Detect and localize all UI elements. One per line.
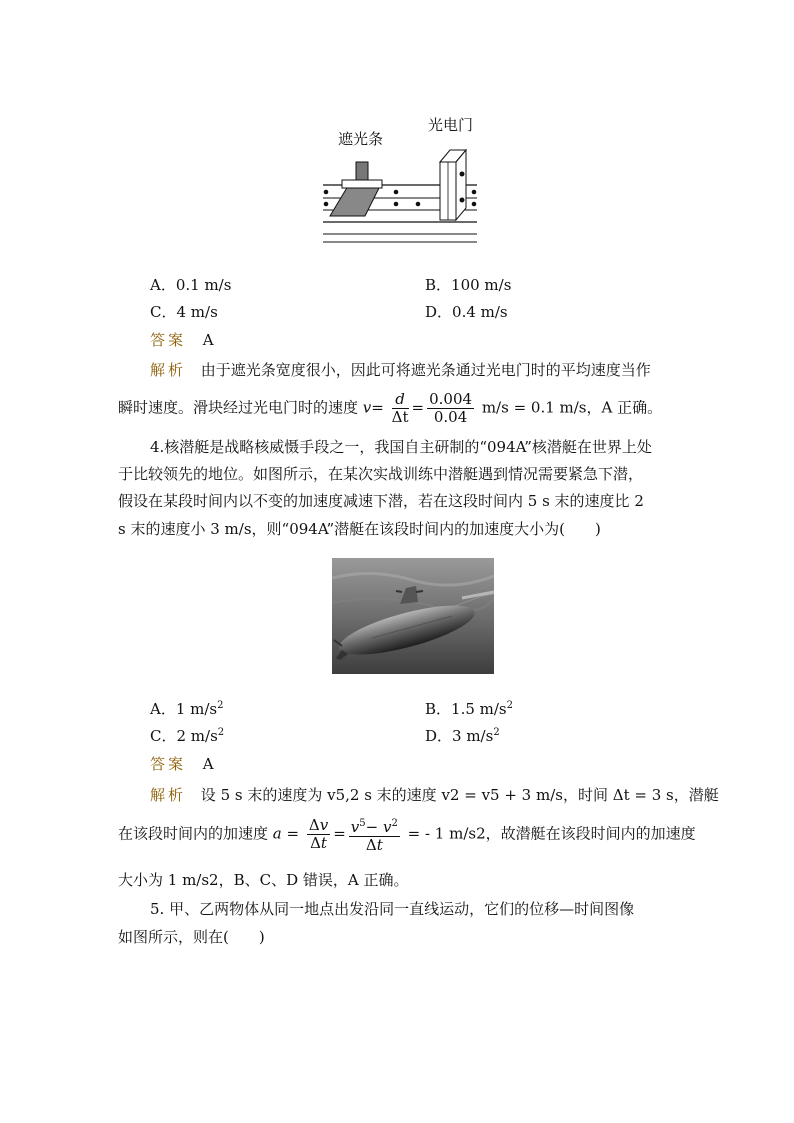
q4-stem-line3: 假设在某段时间内以不变的加速度减速下潜，若在这段时间内 5 s 末的速度比 2 (118, 492, 644, 510)
q3-option-c: C．4 m/s (150, 303, 218, 321)
gate-label: 光电门 (428, 116, 474, 134)
q4-analysis-line2: 在该段时间内的加速度 a = $\frac{\Delta v}{\Delta t}$ = $\frac{v^5- v^2}{\Delta t}$ = - 1 m/s2，故潜艇在该段时间内的加速度 (118, 816, 696, 854)
q3-option-a: A．0.1 m/s (150, 276, 232, 294)
fraction-dv-dt: $\frac{\Delta v}{\Delta t}$ (308, 816, 329, 852)
q3-analysis-line1: 解析 由于遮光条宽度很小，因此可将遮光条通过光电门时的平均速度当作 (150, 361, 651, 379)
q4-stem-line1: 4.核潜艇是战略核威慑手段之一，我国自主研制的“094A”核潜艇在世界上处 (150, 438, 652, 456)
q4-answer: 答案 A (150, 755, 214, 773)
strip-label: 遮光条 (338, 130, 384, 148)
q5-stem-line2: 如图所示，则在( ) (118, 928, 265, 946)
q4-option-d: D．3 $m/s^2$ (425, 727, 500, 745)
submarine-illustration (332, 558, 494, 674)
q4-stem-line4: s 末的速度小 3 m/s，则“094A”潜艇在该段时间内的加速度大小为( ) (118, 520, 601, 538)
q4-option-a: A．1 $m/s^2$ (150, 700, 224, 718)
q3-option-d: D．0.4 m/s (425, 303, 508, 321)
answer-label: 答案 (150, 331, 187, 349)
q4-analysis-line1: 解析 设 5 s 末的速度为 v5,2 s 末的速度 v2 = v5 + 3 m/s，时间 Δt = 3 s，潜艇 (150, 786, 719, 804)
analysis-label: 解析 (150, 361, 187, 379)
light-gate-figure (320, 100, 480, 265)
fraction-d-over-dt: $\frac{d}{\Delta t}$ (391, 390, 409, 426)
q3-analysis-line2: 瞬时速度。滑块经过光电门时的速度 v= $\frac{d}{\Delta t}$ = $\frac{0.004}{0.04}$ m/s = 0.1 m/s，A 正确。 (118, 390, 663, 426)
q4-stem-line2: 于比较领先的地位。如图所示，在某次实战训练中潜艇遇到情况需要紧急下潜， (118, 465, 644, 483)
fraction-values: $\frac{0.004}{0.04}$ (429, 390, 473, 426)
fraction-v-diff: $\frac{v^5- v^2}{\Delta t}$ (349, 815, 400, 854)
submarine-image (332, 558, 494, 674)
q4-option-b: B．1.5 $m/s^2$ (425, 700, 513, 718)
q3-option-b: B．100 m/s (425, 276, 512, 294)
q4-option-c: C．2 $m/s^2$ (150, 727, 225, 745)
answer-value: A (202, 331, 214, 349)
q3-answer (150, 329, 214, 350)
q4-analysis-line3: 大小为 1 m/s2，B、C、D 错误，A 正确。 (118, 871, 409, 889)
q5-stem-line1: 5. 甲、乙两物体从同一地点出发沿同一直线运动，它们的位移—时间图像 (150, 900, 635, 918)
